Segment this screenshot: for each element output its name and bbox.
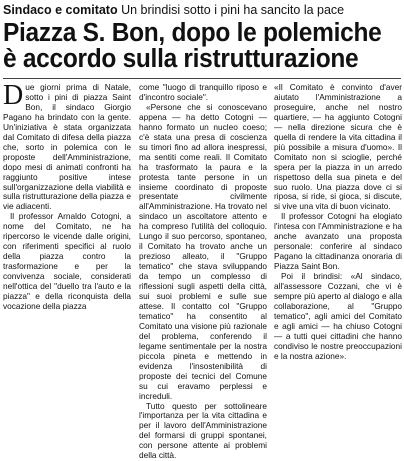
article-paragraph: come "luogo di tranquillo riposo e d'incontro sociale". [139,83,267,103]
paragraph-text: ue giorni prima di Natale, sotto i pini di piazza Saint Bon, il sindaco Giorgio Pagano ha brindato con la gente. Un'iniziativa è stata organizzata dal Comitato di difesa della piazza che, sorto in polemica con le proposte dell'Amministrazione, dopo mesi di animati confronti ha raggiunto positive intese sull'organizzazione della viabilità e sulla ristrutturazione della piazza e vie adiacenti. [3,82,131,211]
article-paragraph: Il professor Arnaldo Cotogni, a nome del Comitato, ne ha ripercorso le vicende dalle origini, con riferimenti specifici al ruolo della piazza contro la trasformazione e per la convivenza sociale, considerati nell'ottica del "duello tra l'auto e la piazza" e della riconquista della vocazione della piazza [3,212,131,312]
article-paragraph: Poi il brindisi: «Al sindaco, all'assessore Cozzani, che vi è sempre più aperto al dialogo e alla collaborazione, al "Gruppo tematico", agli amici del Comitato e agli amici — ha chiuso Cotogni — a tutti quei cittadini che hanno condiviso le nostre preoccupazioni e la nostra azione». [274,272,402,362]
headline-line-2: è accordo sulla ristrutturazione [3,46,387,72]
article-column-3 [274,83,402,413]
article-column-1 [3,83,131,413]
kicker-subtitle: Un brindisi sotto i pini ha sancito la pace [121,3,344,17]
article-column-2 [139,83,267,413]
headline-line-1: Piazza S. Bon, dopo le polemiche [3,20,387,46]
headline-divider [3,78,401,79]
article-paragraph: Il professor Cotogni ha elogiato l'intesa con l'Amministrazione e ha anche avanzato una proposta personale: conferire al sindaco Pagano la cittadinanza onoraria di Piazza Saint Bon. [274,212,402,272]
article-paragraph: Tutto questo per sottolineare l'importanza per la vita cittadina e per il lavoro dell'Amministrazione del formarsi di gruppi spontanei, con persone attente ai problemi della città. [139,402,267,461]
article-headline [3,20,387,72]
drop-cap: D [3,84,23,108]
kicker-tag: Sindaco e comitato [3,3,118,17]
article-paragraph: «Il Comitato è convinto d'aver aiutato l'Amministrazione a proseguire, anche nel nostro quartiere, — ha aggiunto Cotogni — nella direzione sicura che è quella di rendere la vita cittadina il più possibile a misura d'uomo». Il Comitato non si scioglie, perché spera per la piazza in un arredo rispettoso della sua pineta e del suo ruolo. Una piazza dove ci si riposa, si ride, si gioca, si discute, si vive una vita di buon vicinato. [274,83,402,212]
article-paragraph [3,83,131,212]
article-kicker [3,2,403,18]
article-paragraph: «Persone che si conoscevano appena — ha detto Cotogni — hanno formato un nucleo coeso; c'è stata una presa di coscienza su timori fino ad allora inespressi, ma sentiti come reali. Il Comitato ha trasformato la paura e la protesta tante persone in un insieme coordinato di proposte presentate civilmente all'Amministrazione. Ha trovato nel sindaco un ascoltatore attento e ha compreso l'utilità del colloquio. Lungo il suo percorso, spontaneo, il Comitato ha trovato anche un prezioso alleato, il "Gruppo tematico" che stava sviluppando da tempo un complesso di riflessioni sugli aspetti della città, sui suoi problemi e sulle sue attese. Il contatto col "Gruppo tematico" ha consentito al Comitato una visione più razionale del problema, conferendo il legame sentimentale per la nostra piccola pineta e mettendo in evidenza l'insostenibilità di proposte dei tecnici del Comune su cui eravamo perplessi e increduli. [139,103,267,402]
